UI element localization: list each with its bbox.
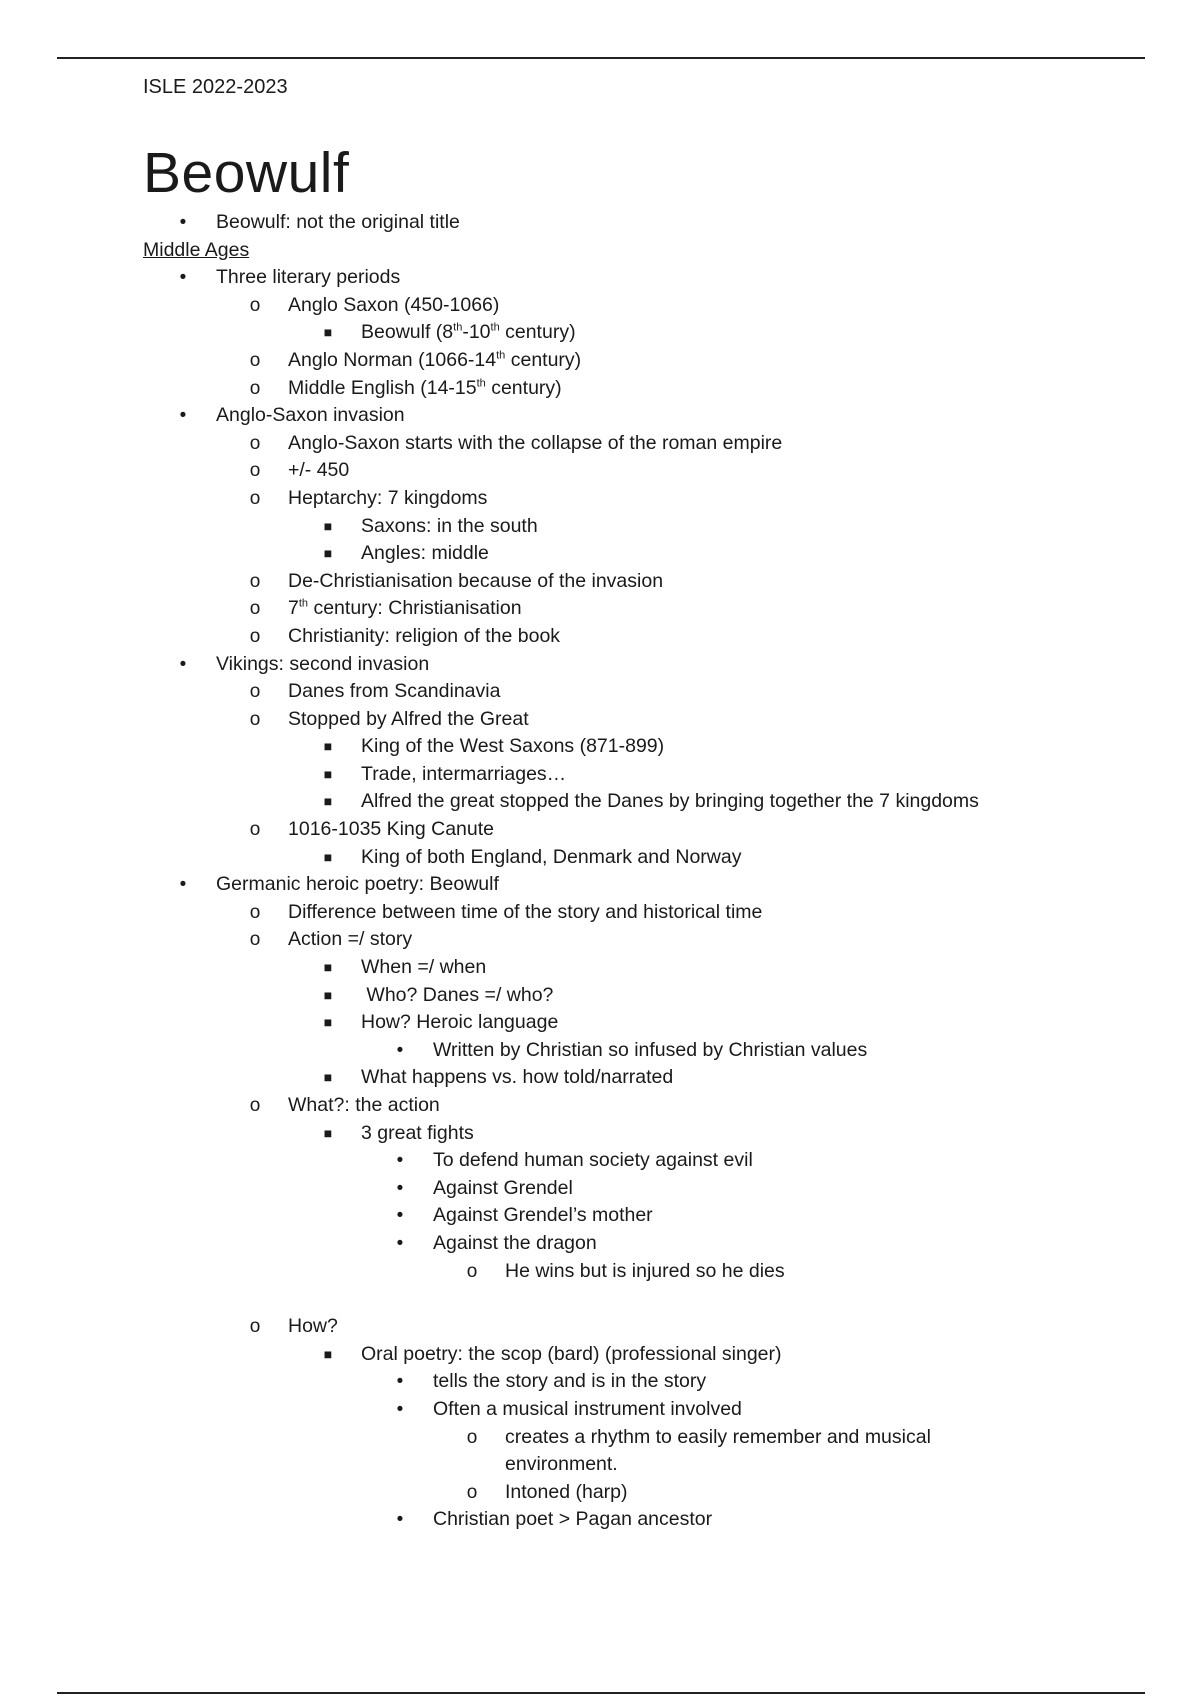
list-item: ■ Saxons: in the south: [143, 513, 1143, 541]
bullet-circle-icon: o: [249, 1095, 261, 1116]
bullet-circle-icon: o: [466, 1426, 478, 1448]
document-title: Beowulf: [143, 141, 350, 205]
bullet-disc-icon: •: [179, 212, 187, 233]
bullet-circle-icon: o: [249, 819, 261, 841]
list-item: • Anglo-Saxon invasion: [143, 402, 1143, 430]
list-item: • Vikings: second invasion: [143, 651, 1143, 679]
list-item: • Often a musical instrument involved: [143, 1396, 1143, 1424]
list-item: o 1016-1035 King Canute: [143, 816, 1143, 844]
bullet-disc-icon: •: [179, 405, 187, 427]
list-item: • Beowulf: not the original title: [143, 209, 1143, 237]
list-item: ■ King of both England, Denmark and Norway: [143, 844, 1143, 872]
bullet-circle-icon: o: [249, 1316, 261, 1338]
bullet-disc-icon: •: [396, 1509, 404, 1531]
top-rule: [57, 57, 1145, 59]
list-item: ■ Angles: middle: [143, 540, 1143, 568]
list-item: • Against Grendel’s mother: [143, 1202, 1143, 1230]
bullet-circle-icon: o: [249, 294, 261, 316]
bullet-disc-icon: •: [179, 267, 187, 289]
list-item: • Against the dragon: [143, 1230, 1143, 1258]
bullet-disc-icon: •: [396, 1150, 404, 1172]
list-item: o Intoned (harp): [143, 1479, 1143, 1507]
list-item: • Three literary periods: [143, 264, 1143, 292]
list-item: ■ King of the West Saxons (871-899): [143, 733, 1143, 761]
bullet-disc-icon: •: [179, 874, 187, 896]
bullet-disc-icon: •: [179, 653, 187, 675]
list-item: o Christianity: religion of the book: [143, 623, 1143, 651]
list-item: o Difference between time of the story and historical time: [143, 899, 1143, 927]
list-item: o Stopped by Alfred the Great: [143, 706, 1143, 734]
list-item: ■ Trade, intermarriages…: [143, 761, 1143, 789]
page-header: ISLE 2022-2023: [143, 76, 288, 98]
list-item: o Action =/ story: [143, 926, 1143, 954]
bullet-circle-icon: o: [249, 681, 261, 703]
list-item: ■ Who? Danes =/ who?: [143, 982, 1143, 1010]
list-item: o De-Christianisation because of the invasion: [143, 568, 1143, 596]
bullet-square-icon: ■: [323, 1014, 333, 1031]
list-item: o Middle English (14-15th century): [143, 375, 1143, 403]
list-item-continuation: environment.: [505, 1453, 618, 1476]
bullet-circle-icon: o: [249, 349, 261, 371]
list-item: o Anglo-Saxon starts with the collapse of the roman empire: [143, 430, 1143, 458]
list-item: • Germanic heroic poetry: Beowulf: [143, 871, 1143, 899]
bullet-circle-icon: o: [249, 929, 261, 951]
bullet-circle-icon: o: [466, 1260, 478, 1282]
bullet-disc-icon: •: [396, 1205, 404, 1227]
list-item: • Christian poet > Pagan ancestor: [143, 1506, 1143, 1534]
bullet-square-icon: ■: [323, 959, 333, 976]
bullet-circle-icon: o: [249, 570, 261, 592]
bullet-circle-icon: o: [466, 1481, 478, 1503]
list-item: o What?: the action: [143, 1092, 1143, 1120]
bullet-disc-icon: •: [396, 1398, 404, 1420]
list-item: o 7th century: Christianisation: [143, 595, 1143, 623]
list-item: o Heptarchy: 7 kingdoms: [143, 485, 1143, 513]
bullet-circle-icon: o: [249, 901, 261, 923]
bullet-square-icon: ■: [323, 793, 333, 810]
bullet-disc-icon: •: [396, 1039, 404, 1061]
list-item: • tells the story and is in the story: [143, 1368, 1143, 1396]
list-item: o He wins but is injured so he dies: [143, 1258, 1143, 1286]
bullet-circle-icon: o: [249, 708, 261, 730]
list-item: ■ 3 great fights: [143, 1120, 1143, 1148]
bullet-square-icon: ■: [323, 1124, 333, 1141]
bullet-circle-icon: o: [249, 432, 261, 454]
list-item: o creates a rhythm to easily remember and musical: [143, 1424, 1143, 1452]
list-item: • Written by Christian so infused by Christian values: [143, 1037, 1143, 1065]
bullet-square-icon: ■: [323, 1345, 333, 1362]
list-item: o +/- 450: [143, 457, 1143, 485]
list-item: • Against Grendel: [143, 1175, 1143, 1203]
bullet-square-icon: ■: [323, 324, 333, 341]
bullet-square-icon: ■: [323, 848, 333, 865]
bullet-square-icon: ■: [323, 986, 333, 1003]
bullet-square-icon: ■: [323, 545, 333, 562]
list-item: ■ Oral poetry: the scop (bard) (professional singer): [143, 1341, 1143, 1369]
list-item: ■ Alfred the great stopped the Danes by bringing together the 7 kingdoms: [143, 788, 1143, 816]
list-item: o Anglo Saxon (450-1066): [143, 292, 1143, 320]
bullet-square-icon: ■: [323, 1069, 333, 1086]
list-item: o Danes from Scandinavia: [143, 678, 1143, 706]
bullet-circle-icon: o: [249, 460, 261, 482]
blank-line: [143, 1285, 1143, 1313]
list-item: o Anglo Norman (1066-14th century): [143, 347, 1143, 375]
bullet-circle-icon: o: [249, 598, 261, 620]
list-item: ■ Beowulf (8th-10th century): [143, 319, 1143, 347]
bullet-square-icon: ■: [323, 765, 333, 782]
bullet-square-icon: ■: [323, 517, 333, 534]
bottom-rule: [57, 1692, 1145, 1694]
document-body: [143, 209, 1143, 1534]
list-item: ■ When =/ when: [143, 954, 1143, 982]
bullet-disc-icon: •: [396, 1371, 404, 1393]
bullet-disc-icon: •: [396, 1232, 404, 1254]
bullet-circle-icon: o: [249, 377, 261, 399]
list-item: • To defend human society against evil: [143, 1147, 1143, 1175]
section-heading: Middle Ages: [143, 238, 250, 261]
list-item: ■ How? Heroic language: [143, 1009, 1143, 1037]
list-item: o How?: [143, 1313, 1143, 1341]
bullet-circle-icon: o: [249, 625, 261, 647]
bullet-circle-icon: o: [249, 487, 261, 509]
bullet-disc-icon: •: [396, 1177, 404, 1199]
list-item: ■ What happens vs. how told/narrated: [143, 1064, 1143, 1092]
bullet-square-icon: ■: [323, 738, 333, 755]
